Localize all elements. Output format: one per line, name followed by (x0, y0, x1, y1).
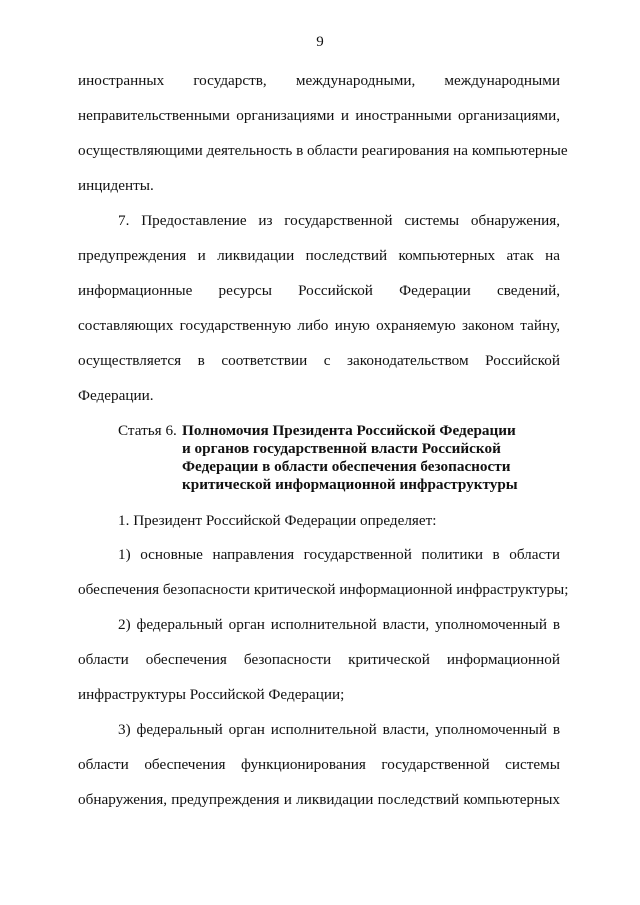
body-text-line: осуществляющими деятельность в области реагирования на компьютерные (78, 142, 568, 159)
body-text-line: области обеспечения функционирования государственной системы (78, 756, 560, 773)
article-label: Статья 6. (118, 422, 177, 439)
paragraph-7-first-line: 7. Предоставление из государственной системы обнаружения, (118, 212, 560, 229)
body-text-line: инциденты. (78, 177, 154, 194)
body-text-line: неправительственными организациями и иностранными организациями, (78, 107, 560, 124)
subitem-2-first-line: 2) федеральный орган исполнительной власти, уполномоченный в (118, 616, 560, 633)
body-text-line: инфраструктуры Российской Федерации; (78, 686, 345, 703)
body-text-line: информационные ресурсы Российской Федерации сведений, (78, 282, 560, 299)
article-title-line: и органов государственной власти Российской (182, 440, 501, 457)
body-text-line: обеспечения безопасности критической информационной инфраструктуры; (78, 581, 569, 598)
body-text-line: осуществляется в соответствии с законодательством Российской (78, 352, 560, 369)
article-title-line: Полномочия Президента Российской Федерации (182, 422, 516, 439)
item-1-line: 1. Президент Российской Федерации определяет: (118, 512, 437, 529)
article-title-line: критической информационной инфраструктуры (182, 476, 518, 493)
article-title-line: Федерации в области обеспечения безопасности (182, 458, 511, 475)
subitem-3-first-line: 3) федеральный орган исполнительной власти, уполномоченный в (118, 721, 560, 738)
body-text-line: иностранных государств, международными, международными (78, 72, 560, 89)
body-text-line: области обеспечения безопасности критической информационной (78, 651, 560, 668)
page-number: 9 (316, 34, 324, 50)
subitem-1-first-line: 1) основные направления государственной политики в области (118, 546, 560, 563)
body-text-line: обнаружения, предупреждения и ликвидации последствий компьютерных (78, 791, 560, 808)
body-text-line: предупреждения и ликвидации последствий компьютерных атак на (78, 247, 560, 264)
body-text-line: составляющих государственную либо иную охраняемую законом тайну, (78, 317, 560, 334)
body-text-line: Федерации. (78, 387, 154, 404)
